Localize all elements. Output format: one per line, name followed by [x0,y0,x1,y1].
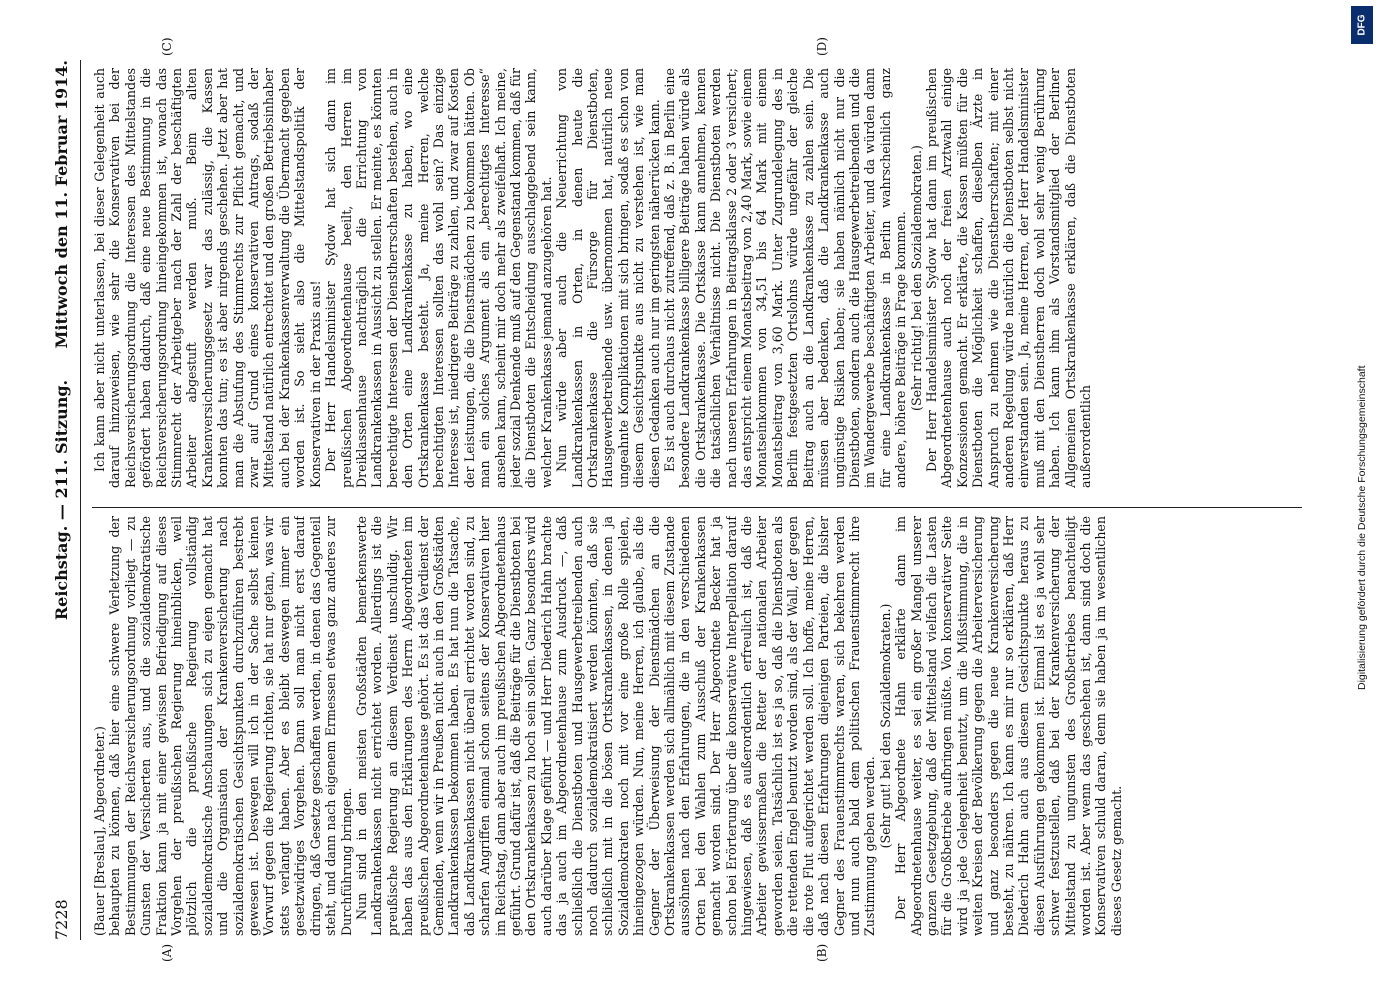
right-para-2: Nun würde aber auch die Neuerrichtung von Landkrankenkassen in Orten, in denen heute die Ortskrankenkasse die Fürsorge für Dienstboten, Hausgewerbetreibende usw. übernommen hat, natürlich neue ungeahnte Komplikationen mit sich bringen, sodaß es schon von diesem Gesichtspunkte aus nicht zu verstehen ist, wie man diesen Gedanken auch nur im geringsten näherrücken kann. [554,68,662,488]
left-column [92,516,1297,936]
left-para-0: (Bauer [Breslau], Abgeordneter.) [92,726,107,936]
left-para-2: Nun sind in den meisten Großstädten bemerkenswerte Landkrankenkassen nicht errichtet worden. Allerdings ist die preußische Regierung an diesem Verdienst unschuldig. Wir haben das aus den Erklärungen des Herrn Abgeordneten im preußischen Abgeordnetenhause gehört. Es ist das Verdienst der Gemeinden, wenn wir in Preußen nicht auch in den Großstädten Landkrankenkassen bekommen haben. Es hat nun die Tatsache, daß Landkrankenkassen nicht überall errichtet worden sind, zu scharfen Angriffen einmal schon seitens der Konservativen hier im Reichstag, dann aber auch im preußischen Abgeordnetenhaus geführt. Grund dafür ist, daß die Beiträge für die Dienstboten bei den Ortskrankenkassen zu hoch sein sollen. Ganz besonders wird auch darüber Klage geführt — und Herr Diederich Hahn brachte das ja auch im Abgeordnetenhause zum Ausdruck —, daß schließlich die Dienstboten und Hausgewerbetreibenden auch noch dadurch sozialdemokratisiert werden könnten, daß sie schließlich mit in die bösen Ortskrankenkassen, in denen ja Sozialdemokraten noch mit vor eine große Rolle spielen, hineingezogen würden. Nun, meine Herren, ich glaube, als die Gegner der Überweisung der Dienstmädchen an die Ortskrankenkassen werden sich allmählich mit diesem Zustande aussöhnen nach den Erfahrungen, die in den verschiedenen Orten bei den Wahlen zum Ausschuß der Krankenkassen gemacht worden sind. Der Herr Abgeordnete Becker hat ja schon bei Erörterung über die konservative Interpellation darauf hingewiesen, daß es außerordentlich erfreulich ist, daß die Arbeiter gewissermaßen die Retter der nationalen Arbeiter geworden seien. Tatsächlich ist es ja so, daß die Dienstboten als die rettenden Engel benutzt worden sind, als der Wall, der gegen die rote Flut aufgerichtet werden soll. Ich hoffe, meine Herren, daß nach diesen Erfahrungen diejenigen Parteien, die bisher Gegner des Frauenstimmrechts waren, sich bekehren werden und nun auch bald dem politischen Frauenstimmrecht ihre Zustimmung geben werden. [353,516,878,936]
column-divider [92,507,1302,508]
page-number: 7228 [52,899,71,940]
right-column [92,68,1297,488]
right-para-1: Der Herr Handelsminister Sydow hat sich dann im preußischen Abgeordnetenhause beeilt, den Herren im Dreiklassenhause nachträglich die Errichtung von Landkrankenkassen in Aussicht zu stellen. Er meinte, es könnten berechtigte Interessen der Dienstherrschaften bestehen, auch in den Orten eine Landkrankenkasse zu haben, wo eine Ortskrankenkasse besteht. Ja, meine Herren, welche berechtigten Interessen sollten das wohl sein? Das einzige Interesse ist, niedrigere Beiträge zu zahlen, und zwar auf Kosten der Leistungen, die die Dienstmädchen zu bekommen hätten. Ob man ein solches Argument als ein „berechtigtes Interesse“ ansehen kann, scheint mir doch mehr als zweifelhaft. Ich meine, jeder sozial Denkende muß auf den Gegenstand kommen, daß für die Dienstboten die Entscheidung ausschlaggebend sein kann, welcher Krankenkasse jemand anzugehören hat. [323,68,554,488]
header-rule [80,60,81,940]
margin-marker-c: (C) [160,37,174,56]
margin-marker-a: (A) [160,943,174,962]
left-para-4: Der Herr Abgeordnete Hahn erklärte dann im Abgeordnetenhause weiter, es sei ein großer Mangel unserer ganzen Gesetzgebung, daß der Mittelstand vielfach die Lasten für die Großbetriebe aufbringen müßte. Von konservativer Seite wird ja jede Gelegenheit benutzt, um die Mißstimmung, die in weiten Kreisen der Bevölkerung gegen die Arbeiterversicherung und ganz besonders gegen die neue Krankenversicherung besteht, zu nähren. Ich kann es mir nur so erklären, daß Herr Diederich Hahn auch aus diesem Gesichtspunkte heraus zu diesen Ausführungen gekommen ist. Einmal ist es ja wohl sehr schwer festzustellen, daß bei der Krankenversicherung der Mittelstand zu ungunsten des Großbetriebes benachteiligt worden ist. Aber wenn das geschehen ist, dann sind doch die Konservativen schuld daran, denn sie haben ja im wesentlichen dieses Gesetz gemacht. [893,516,1124,936]
dfg-sidebar [1351,6,1373,994]
right-para-0: Ich kann aber nicht unterlassen, bei dieser Gelegenheit auch darauf hinzuweisen, wie sehr die Konservativen bei der Reichsversicherungsordnung die Interessen des Mittelstandes gefördert haben dadurch, daß eine neue Bestimmung in die Reichsversicherungsordnung hineingekommen ist, wonach das Stimmrecht der Arbeitgeber nach der Zahl der beschäftigten Arbeiter abgestuft werden muß. Beim alten Krankenversicherungsgesetz war das zulässig, die Kassen konnten das tun; es ist aber nirgends geschehen. Jetzt aber hat man die Abstufung des Stimmrechts zur Pflicht gemacht, und zwar auf Grund eines konservativen Antrags, sodaß der Mittelstand natürlich entrechtet und den großen Betriebsinhaber auch bei der Krankenkassenverwaltung die Übermacht gegeben worden ist. So sieht also die Mittelstandspolitik der Konservativen in der Praxis aus! [92,68,323,488]
page-header [52,60,76,940]
right-para-4: (Sehr richtig! bei den Sozialdemokraten.) [908,145,924,411]
margin-marker-b: (B) [815,943,829,962]
left-para-1: behaupten zu können, daß hier eine schwere Verletzung der Bestimmungen der Reichsversicherungsordnung vorliegt — zu Gunsten der Versicherten aus, und die sozialdemokratische Fraktion kann ja mit einer gewissen Befriedigung auf dieses Vorgehen der preußischen Regierung hineinblicken, weil plötzlich die preußische Regierung vollständig sozialdemokratische Anschauungen sich zu eigen gemacht hat und die Organisation der Krankenversicherung nach sozialdemokratischen Gesichtspunkten durchzuführen bestrebt gewesen ist. Deswegen will ich in der Sache selbst keinen Vorwurf gegen die Regierung richten, sie hat nur getan, was wir stets verlangt haben. Aber es bleibt deswegen immer ein gesetzwidriges Vorgehen. Dann soll man nicht erst darauf dringen, daß Gesetze geschaffen werden, in denen das Gegenteil steht, und dann nach eigenem Ermessen etwas ganz anderes zur Durchführung bringen. [107,516,354,936]
header-title: Reichstag. — 211. Sitzung. [52,379,71,621]
margin-marker-d: (D) [815,37,829,56]
header-date: Mittwoch den 11. Februar 1914. [52,60,71,349]
right-para-5: Der Herr Handelsminister Sydow hat dann im preußischen Abgeordnetenhause auch noch der freien Arztwahl einige Konzessionen gemacht. Er erklärte, die Kassen müßten für die Dienstboten die Möglichkeit schaffen, dieselben Ärzte in Anspruch zu nehmen wie die Dienstherrschaften; mit einer anderen Regelung würde natürlich die Dienstboten selbst nicht einverstanden sein. Ja, meine Herren, der Herr Handelsminister muß mit den Dienstherren doch wohl sehr wenig Berührung haben. Ich kann ihm als Vorstandsmitglied der Berliner Allgemeinen Ortskrankenkasse erklären, daß die Dienstboten außerordentlich [923,68,1093,488]
left-para-3: (Sehr gut! bei den Sozialdemokraten.) [877,603,893,849]
dfg-logo: DFG [1351,6,1373,44]
right-para-3: Es ist auch durchaus nicht zutreffend, daß z. B. in Berlin eine besondere Landkrankenkasse billigere Beiträge haben würde als die Ortskrankenkasse. Die Ortskasse kann annehmen, kennen die tatsächlichen Verhältnisse nicht. Die Dienstboten werden nach unseren Erfahrungen in Beitragsklasse 2 oder 3 versichert; das entspricht einem Monatsbeitrag von 2,40 Mark, sowie einem Monatseinkommen von 34,51 bis 64 Mark mit einem Monatsbeitrag von 3,60 Mark. Unter Zugrundelegung des in Berlin festgesetzten Ortslohns würde ungefähr der gleiche Beitrag auch an die Landkrankenkasse zu zahlen sein. Die müssen aber bedenken, daß die Landkrankenkasse auch ungünstige Risiken haben; sie haben nämlich nicht nur die Dienstboten, sondern auch die Hausgewerbetreibenden und die im Wandergewerbe beschäftigten Arbeiter, und da würden dann für eine Landkrankenkasse in Berlin wahrscheinlich ganz andere, höhere Beiträge in Frage kommen. [662,68,909,488]
dfg-notice: Digitalisierung gefördert durch die Deutsche Forschungsgemeinschaft [1356,365,1368,690]
